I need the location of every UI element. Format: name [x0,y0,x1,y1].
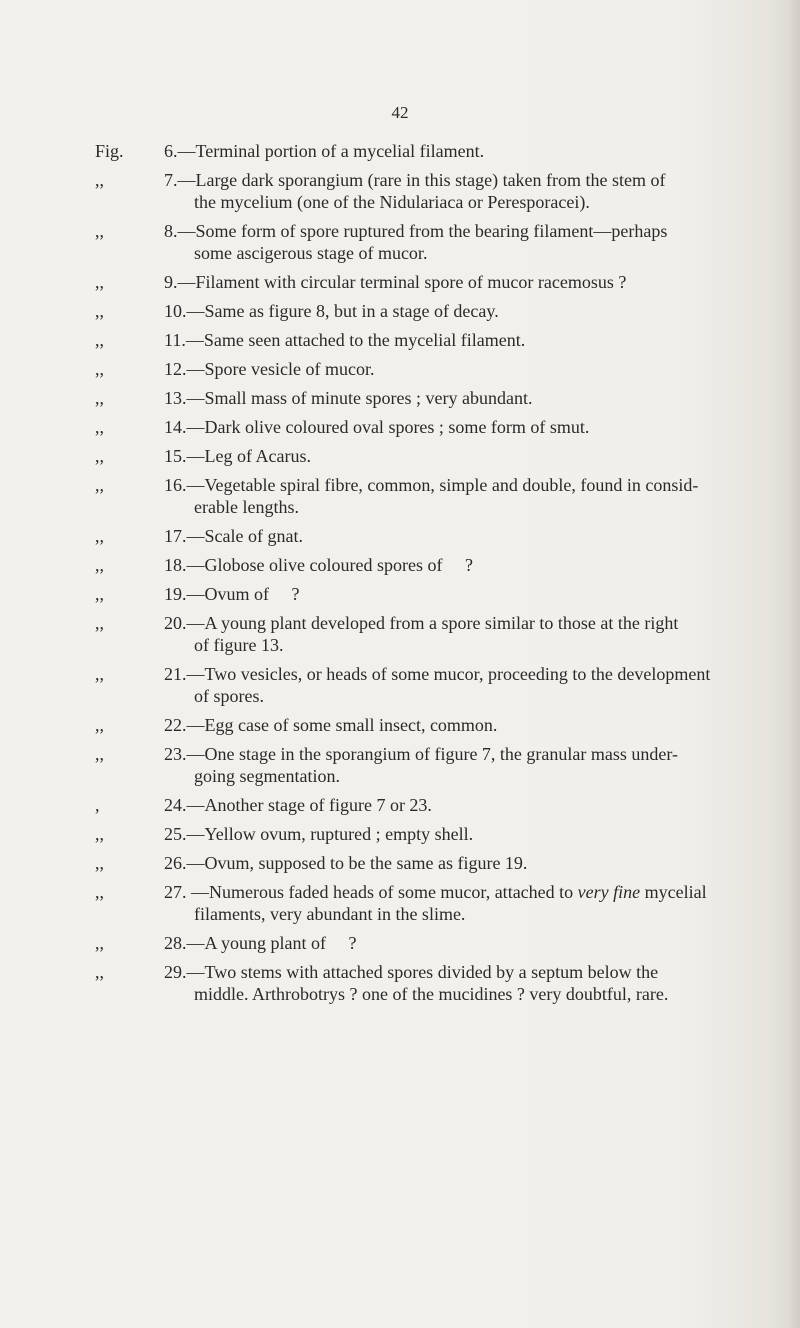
caption-text: —Dark olive coloured oval spores ; some form of smut. [186,417,590,437]
caption-entry-25 [0,823,800,845]
caption-continuation: going segmentation. [194,766,340,786]
figure-number: 21. [164,664,187,684]
caption-prefix: ,, [95,853,104,873]
caption-continuation: erable lengths. [194,497,299,517]
caption-entry-29 [0,961,800,1005]
caption-continuation: the mycelium (one of the Nidulariaca or Peresporacei). [194,192,590,212]
caption-text: —Ovum, supposed to be the same as figure 19. [186,853,528,873]
caption-text-end: mycelial [640,882,707,902]
caption-text: —One stage in the sporangium of figure 7, the granular mass under- [186,744,679,764]
caption-text: —Same as figure 8, but in a stage of decay. [186,301,499,321]
caption-entry-11 [0,329,800,351]
caption-text: —Leg of Acarus. [186,446,311,466]
figure-number: 26. [164,853,187,873]
caption-prefix: ,, [95,221,104,241]
caption-entry-6 [0,140,800,162]
caption-entry-23 [0,743,800,787]
caption-prefix: ,, [95,170,104,190]
caption-entry-10 [0,300,800,322]
caption-prefix: ,, [95,301,104,321]
caption-text-start: —Numerous faded heads of some mucor, attached to [186,882,578,902]
caption-text: —Small mass of minute spores ; very abundant. [186,388,533,408]
caption-entry-18 [0,554,800,576]
caption-text: —Scale of gnat. [186,526,303,546]
caption-prefix: , [95,795,100,815]
caption-prefix: ,, [95,272,104,292]
caption-text: —Yellow ovum, ruptured ; empty shell. [186,824,474,844]
figure-number: 24. [164,795,187,815]
caption-entry-21 [0,663,800,707]
caption-entry-15 [0,445,800,467]
caption-prefix: ,, [95,526,104,546]
caption-emphasis: very fine [577,882,641,902]
figure-number: 15. [164,446,187,466]
caption-prefix: ,, [95,584,104,604]
caption-prefix: ,, [95,555,104,575]
caption-entry-9 [0,271,800,293]
caption-entry-26 [0,852,800,874]
figure-number: 25. [164,824,187,844]
caption-entry-19 [0,583,800,605]
caption-prefix: ,, [95,744,104,764]
caption-entry-20 [0,612,800,656]
caption-text: —Some form of spore ruptured from the bearing filament—perhaps [177,221,668,241]
caption-text: —Another stage of figure 7 or 23. [186,795,432,815]
caption-entry-13 [0,387,800,409]
caption-prefix: ,, [95,475,104,495]
caption-text: —Two vesicles, or heads of some mucor, proceeding to the development [186,664,711,684]
caption-continuation: of figure 13. [194,635,284,655]
figure-number: 7. [164,170,178,190]
figure-number: 19. [164,584,187,604]
caption-prefix: ,, [95,715,104,735]
figure-number: 28. [164,933,187,953]
caption-text: —Large dark sporangium (rare in this stage) taken from the stem of [177,170,666,190]
figure-number: 20. [164,613,187,633]
caption-text: —Spore vesicle of mucor. [186,359,375,379]
figure-number: 9. [164,272,178,292]
caption-text: —Two stems with attached spores divided by a septum below the [186,962,659,982]
caption-continuation: filaments, very abundant in the slime. [194,904,466,924]
caption-text: —A young plant of ? [186,933,357,953]
figure-number: 13. [164,388,187,408]
caption-entry-24 [0,794,800,816]
caption-entry-27 [0,881,800,925]
caption-text: —Egg case of some small insect, common. [186,715,498,735]
caption-text: —Ovum of ? [186,584,300,604]
caption-prefix: Fig. [95,141,124,161]
figure-number: 29. [164,962,187,982]
caption-prefix: ,, [95,330,104,350]
figure-number: 23. [164,744,187,764]
caption-text: —Vegetable spiral fibre, common, simple and double, found in consid- [186,475,699,495]
page-number: 42 [391,103,409,122]
caption-text: —Terminal portion of a mycelial filament. [177,141,485,161]
caption-continuation: middle. Arthrobotrys ? one of the mucidines ? very doubtful, rare. [194,984,669,1004]
caption-entry-16 [0,474,800,518]
figure-captions-list [0,140,800,1012]
caption-prefix: ,, [95,417,104,437]
figure-number: 8. [164,221,178,241]
figure-number: 11. [164,330,186,350]
caption-entry-22 [0,714,800,736]
caption-entry-12 [0,358,800,380]
caption-entry-28 [0,932,800,954]
caption-text: —Filament with circular terminal spore of mucor racemosus ? [177,272,627,292]
caption-prefix: ,, [95,882,104,902]
caption-continuation: of spores. [194,686,264,706]
caption-entry-7 [0,169,800,213]
figure-number: 12. [164,359,187,379]
caption-entry-8 [0,220,800,264]
caption-text: —A young plant developed from a spore similar to those at the right [186,613,679,633]
caption-entry-14 [0,416,800,438]
caption-prefix: ,, [95,962,104,982]
caption-prefix: ,, [95,933,104,953]
caption-text: —Same seen attached to the mycelial filament. [185,330,526,350]
figure-number: 16. [164,475,187,495]
caption-prefix: ,, [95,359,104,379]
figure-number: 6. [164,141,178,161]
figure-number: 10. [164,301,187,321]
caption-prefix: ,, [95,613,104,633]
figure-number: 22. [164,715,187,735]
caption-prefix: ,, [95,664,104,684]
figure-number: 27. [164,882,187,902]
caption-prefix: ,, [95,824,104,844]
caption-text: —Globose olive coloured spores of ? [186,555,473,575]
caption-prefix: ,, [95,446,104,466]
caption-entry-17 [0,525,800,547]
figure-number: 17. [164,526,187,546]
figure-number: 14. [164,417,187,437]
caption-continuation: some ascigerous stage of mucor. [194,243,428,263]
figure-number: 18. [164,555,187,575]
caption-prefix: ,, [95,388,104,408]
